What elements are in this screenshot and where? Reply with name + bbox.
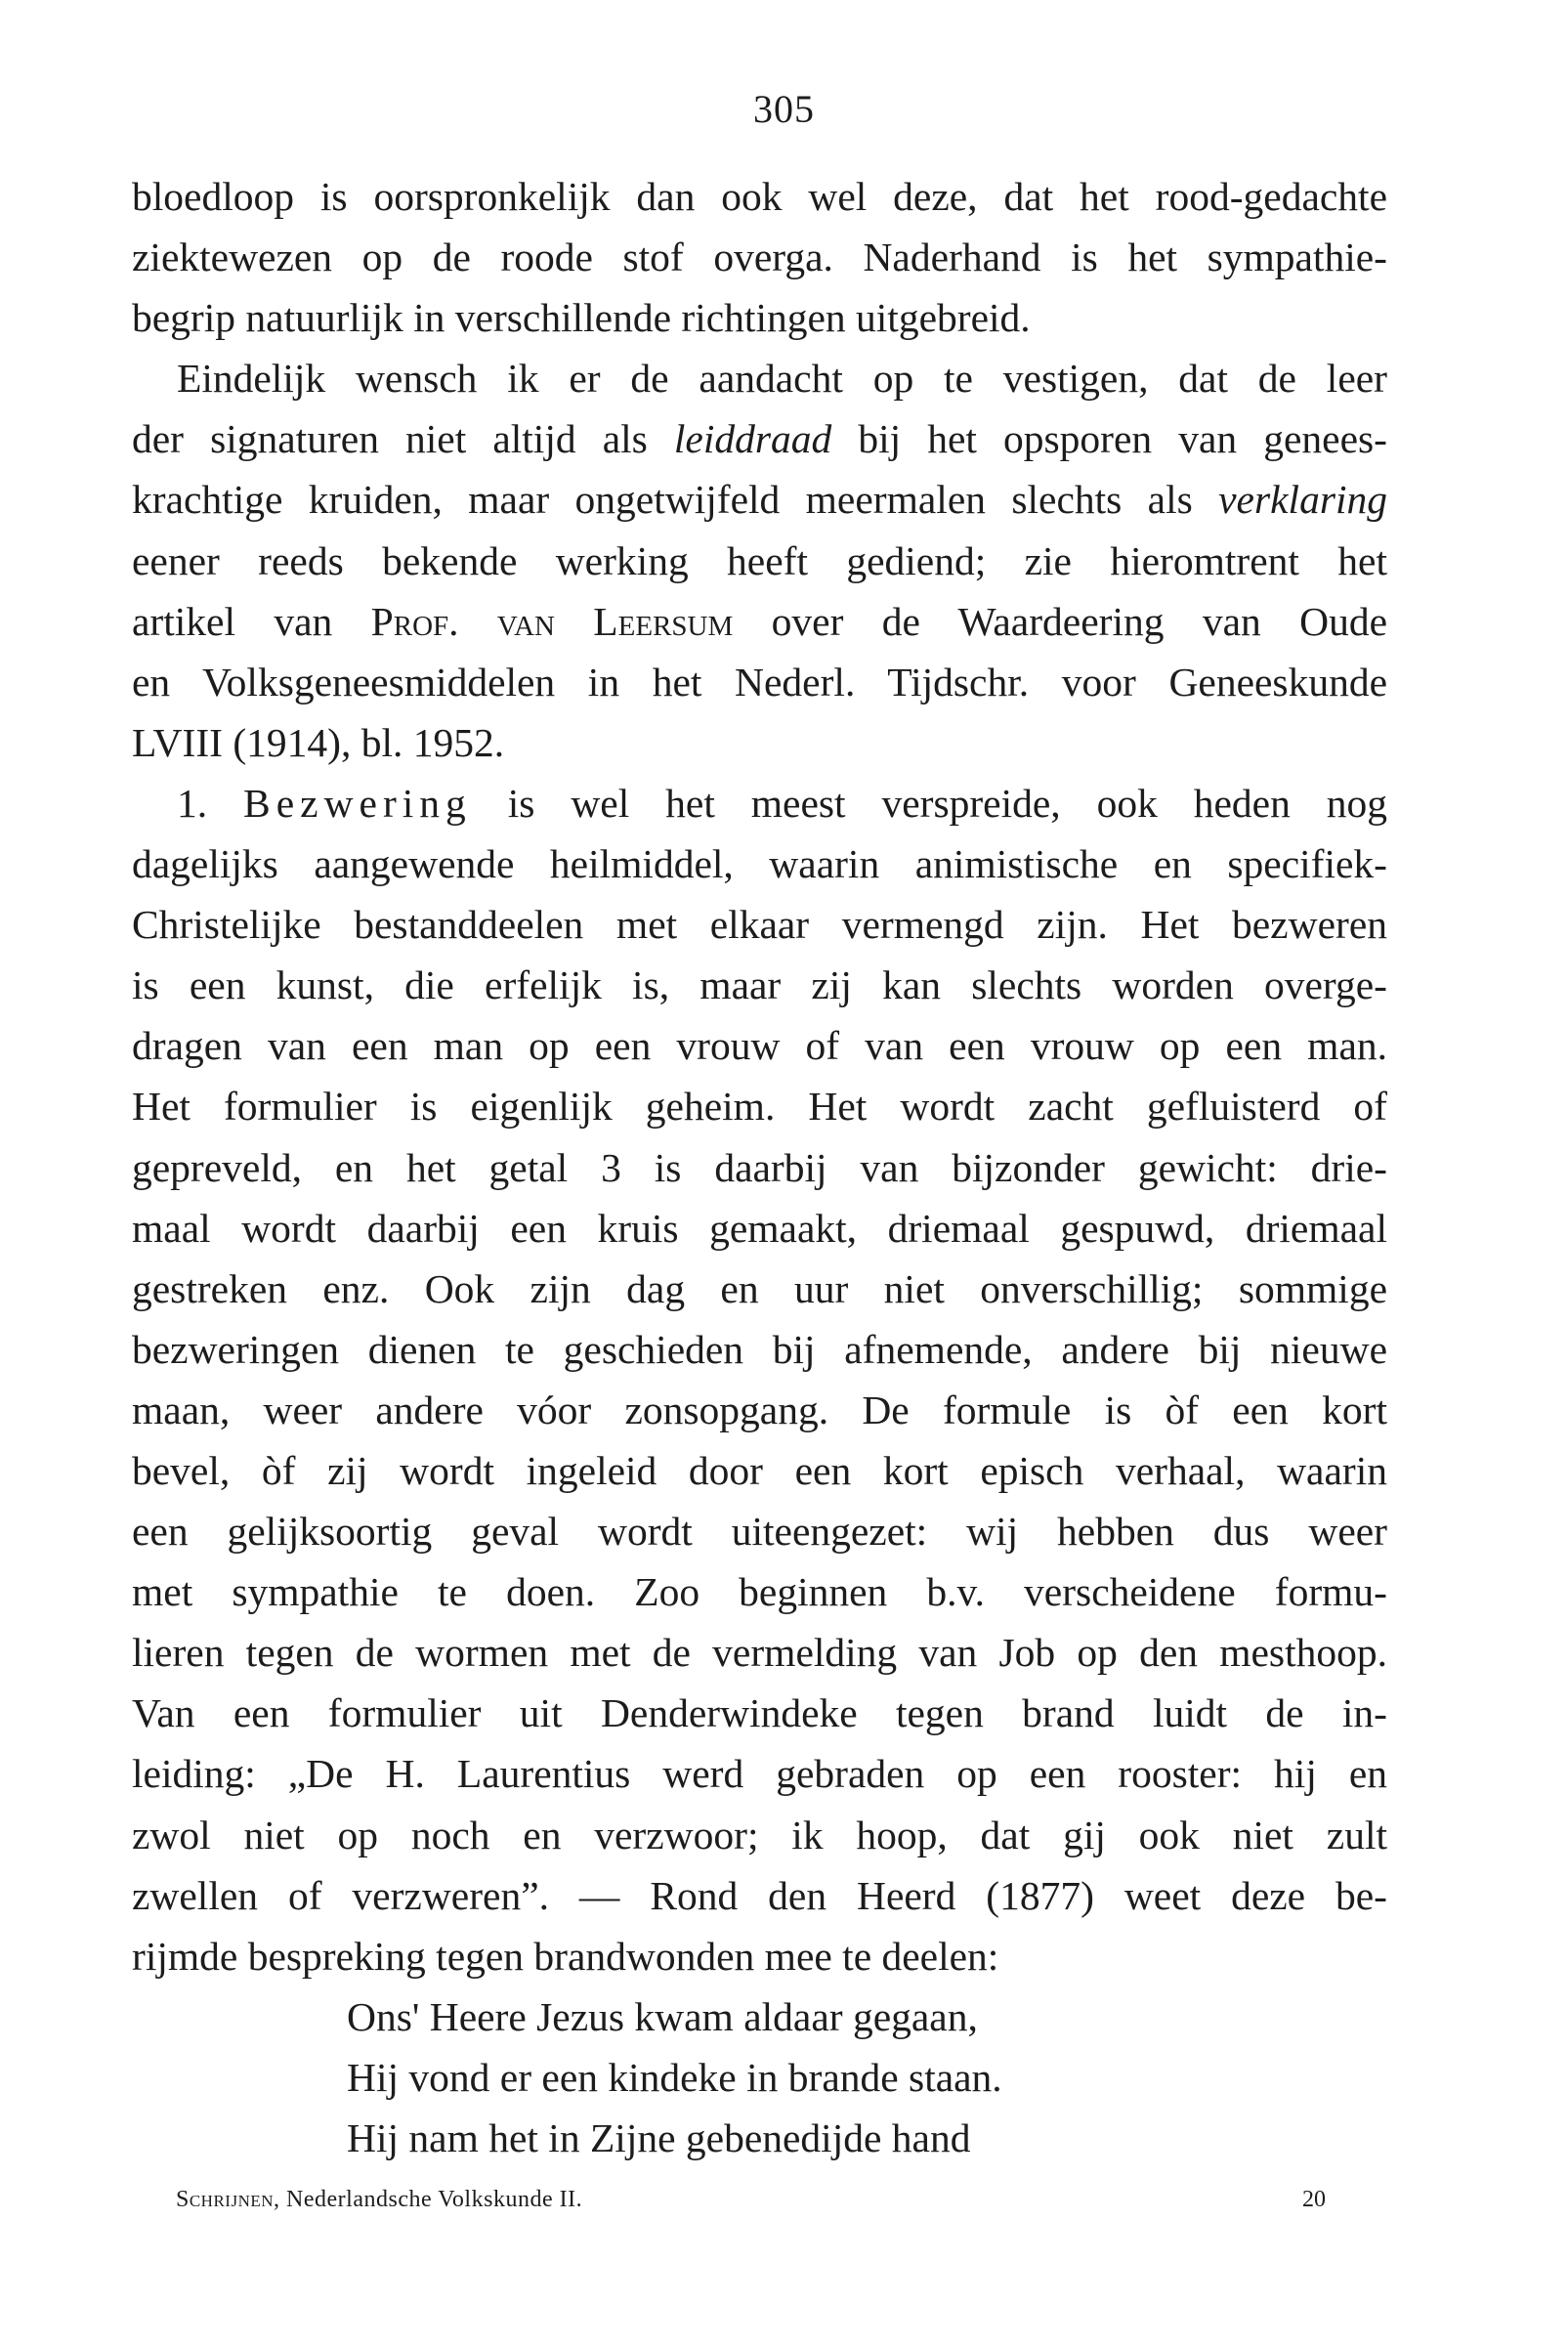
text-line: dragen van een man op een vrouw of van een vrouw op een man. — [132, 1023, 1387, 1069]
text-line: bevel, òf zij wordt ingeleid door een kort episch verhaal, waarin — [132, 1447, 1387, 1493]
text-line: dagelijks aangewende heilmiddel, waarin animistische en specifiek- — [132, 841, 1387, 887]
text-line: met sympathie te doen. Zoo beginnen b.v. verscheidene formu- — [132, 1569, 1387, 1615]
text-line: gepreveld, en het getal 3 is daarbij van bijzonder gewicht: drie- — [132, 1144, 1387, 1190]
body-text — [132, 166, 1387, 1986]
text-segment: is wel het meest verspreide, ook heden nog — [471, 780, 1387, 826]
verse-line: Hij nam het in Zijne gebenedijde hand — [347, 2115, 971, 2160]
text-line: begrip natuurlijk in verschillende richtingen uitgebreid. — [132, 295, 1031, 341]
verse-line: Ons' Heere Jezus kwam aldaar gegaan, — [347, 1994, 978, 2039]
footer-title: , Nederlandsche Volkskunde II. — [274, 2187, 583, 2212]
text-line: bloedloop is oorspronkelijk dan ook wel deze, dat het rood-gedachte — [132, 174, 1387, 219]
text-line: LVIII (1914), bl. 1952. — [132, 719, 505, 765]
text-segment: krachtige kruiden, maar ongetwijfeld meermalen slechts als — [132, 477, 1219, 523]
text-line — [132, 408, 1387, 469]
italic-term: leiddraad — [673, 416, 832, 462]
footer-author: Schrijnen — [176, 2187, 275, 2212]
text-line: een gelijksoortig geval wordt uiteengezet: wij hebben dus weer — [132, 1509, 1387, 1555]
text-line: Van een formulier uit Denderwindeke tegen brand luidt de in- — [132, 1690, 1387, 1736]
text-line — [132, 469, 1387, 530]
text-line: ziektewezen op de roode stof overga. Naderhand is het sympathie- — [132, 235, 1387, 280]
text-line: Het formulier is eigenlijk geheim. Het wordt zacht gefluisterd of — [132, 1084, 1387, 1130]
text-line: leiding: „De H. Laurentius werd gebraden op een rooster: hij en — [132, 1751, 1387, 1797]
text-line: Christelijke bestanddeelen met elkaar vermengd zijn. Het bezweren — [132, 902, 1387, 948]
text-line: bezweringen dienen te geschieden bij afnemende, andere bij nieuwe — [132, 1326, 1387, 1372]
verse-line: Hij vond er een kindeke in brande staan. — [347, 2055, 1002, 2100]
text-line: lieren tegen de wormen met de vermelding van Job op den mesthoop. — [132, 1630, 1387, 1676]
text-line: maal wordt daarbij een kruis gemaakt, driemaal gespuwd, driemaal — [132, 1205, 1387, 1251]
text-segment: bij het opsporen van genees- — [831, 416, 1387, 462]
text-line: zwellen of verzweren”. — Rond den Heerd (1877) weet deze be- — [132, 1872, 1387, 1918]
text-line: is een kunst, die erfelijk is, maar zij kan slechts worden overge- — [132, 962, 1387, 1008]
text-line: en Volksgeneesmiddelen in het Nederl. Tijdschr. voor Geneeskunde — [132, 659, 1387, 704]
text-line: Eindelijk wensch ik er de aandacht op te vestigen, dat de leer — [177, 356, 1387, 402]
author-name: Prof. van Leersum — [370, 598, 734, 644]
section-heading: Bezwering — [243, 780, 472, 826]
page-number: 305 — [753, 87, 815, 131]
text-line: rijmde bespreking tegen brandwonden mee te deelen: — [132, 1933, 999, 1979]
signature-mark: 20 — [1302, 2187, 1326, 2212]
italic-term: verklaring — [1218, 477, 1387, 523]
text-line: eener reeds bekende werking heeft gediend; zie hieromtrent het — [132, 537, 1387, 583]
text-segment: artikel van — [132, 598, 371, 644]
text-line — [132, 591, 1387, 652]
section-number: 1. — [177, 780, 244, 826]
text-line: maan, weer andere vóor zonsopgang. De formule is òf een kort — [132, 1387, 1387, 1432]
text-segment: der signaturen niet altijd als — [132, 416, 674, 462]
text-line: zwol niet op noch en verzwoor; ik hoop, dat gij ook niet zult — [132, 1812, 1387, 1857]
text-line — [132, 773, 1387, 833]
footer-citation — [176, 2187, 582, 2213]
text-line: gestreken enz. Ook zijn dag en uur niet onverschillig; sommige — [132, 1265, 1387, 1311]
text-segment: over de Waardeering van Oude — [733, 598, 1387, 644]
